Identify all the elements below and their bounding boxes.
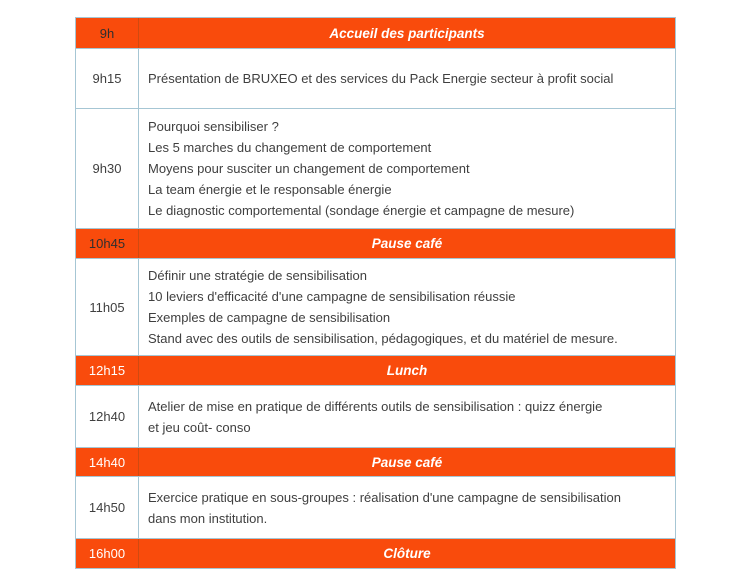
description-line: et jeu coût- conso bbox=[148, 419, 251, 435]
table-row bbox=[76, 108, 675, 228]
break-label: Clôture bbox=[383, 546, 431, 561]
table-row-break bbox=[76, 355, 675, 385]
break-label: Pause café bbox=[371, 454, 443, 470]
table-row-break bbox=[76, 18, 675, 48]
description-line: Exemples de campagne de sensibilisation bbox=[148, 310, 391, 325]
description-line: Moyens pour susciter un changement de comportement bbox=[148, 161, 470, 176]
description-line: Exercice pratique en sous-groupes : réalisation d'une campagne de sensibilisation bbox=[148, 489, 621, 505]
description-line: Définir une stratégie de sensibilisation bbox=[148, 268, 367, 283]
table-row-break bbox=[76, 447, 675, 476]
time-cell: 12h40 bbox=[76, 386, 139, 447]
table-row bbox=[76, 385, 675, 447]
time-cell: 10h45 bbox=[76, 229, 139, 258]
time-cell: 12h15 bbox=[76, 356, 139, 385]
description-line: Atelier de mise en pratique de différents outils de sensibilisation : quizz énergie bbox=[148, 398, 603, 414]
agenda-table bbox=[75, 17, 676, 569]
description-line: Stand avec des outils de sensibilisation, pédagogiques, et du matériel de mesure. bbox=[148, 331, 618, 346]
break-label: Pause café bbox=[371, 236, 443, 251]
time-cell: 11h05 bbox=[76, 259, 139, 355]
time-cell: 16h00 bbox=[76, 539, 139, 568]
time-cell: 14h50 bbox=[76, 477, 139, 538]
description-line: Les 5 marches du changement de comportement bbox=[148, 140, 432, 155]
break-label: Accueil des participants bbox=[329, 25, 485, 41]
session-description bbox=[139, 109, 675, 228]
description-line: dans mon institution. bbox=[148, 510, 268, 526]
description-line: Le diagnostic comportemental (sondage énergie et campagne de mesure) bbox=[148, 203, 575, 218]
time-cell: 9h bbox=[76, 18, 139, 48]
description-line: 10 leviers d'efficacité d'une campagne de sensibilisation réussie bbox=[148, 289, 516, 304]
table-row bbox=[76, 258, 675, 355]
time-cell: 14h40 bbox=[76, 448, 139, 476]
description-line: Présentation de BRUXEO et des services du Pack Energie secteur à profit social bbox=[148, 71, 614, 86]
break-label: Lunch bbox=[386, 363, 428, 378]
description-line: Pourquoi sensibiliser ? bbox=[148, 119, 279, 134]
table-row-break bbox=[76, 228, 675, 258]
table-row bbox=[76, 48, 675, 108]
table-row-break bbox=[76, 538, 675, 568]
session-description bbox=[139, 49, 675, 108]
session-description bbox=[139, 477, 675, 538]
description-line: La team énergie et le responsable énergie bbox=[148, 182, 392, 197]
time-cell: 9h15 bbox=[76, 49, 139, 108]
session-description bbox=[139, 259, 675, 355]
time-cell: 9h30 bbox=[76, 109, 139, 228]
table-row bbox=[76, 476, 675, 538]
session-description bbox=[139, 386, 675, 447]
